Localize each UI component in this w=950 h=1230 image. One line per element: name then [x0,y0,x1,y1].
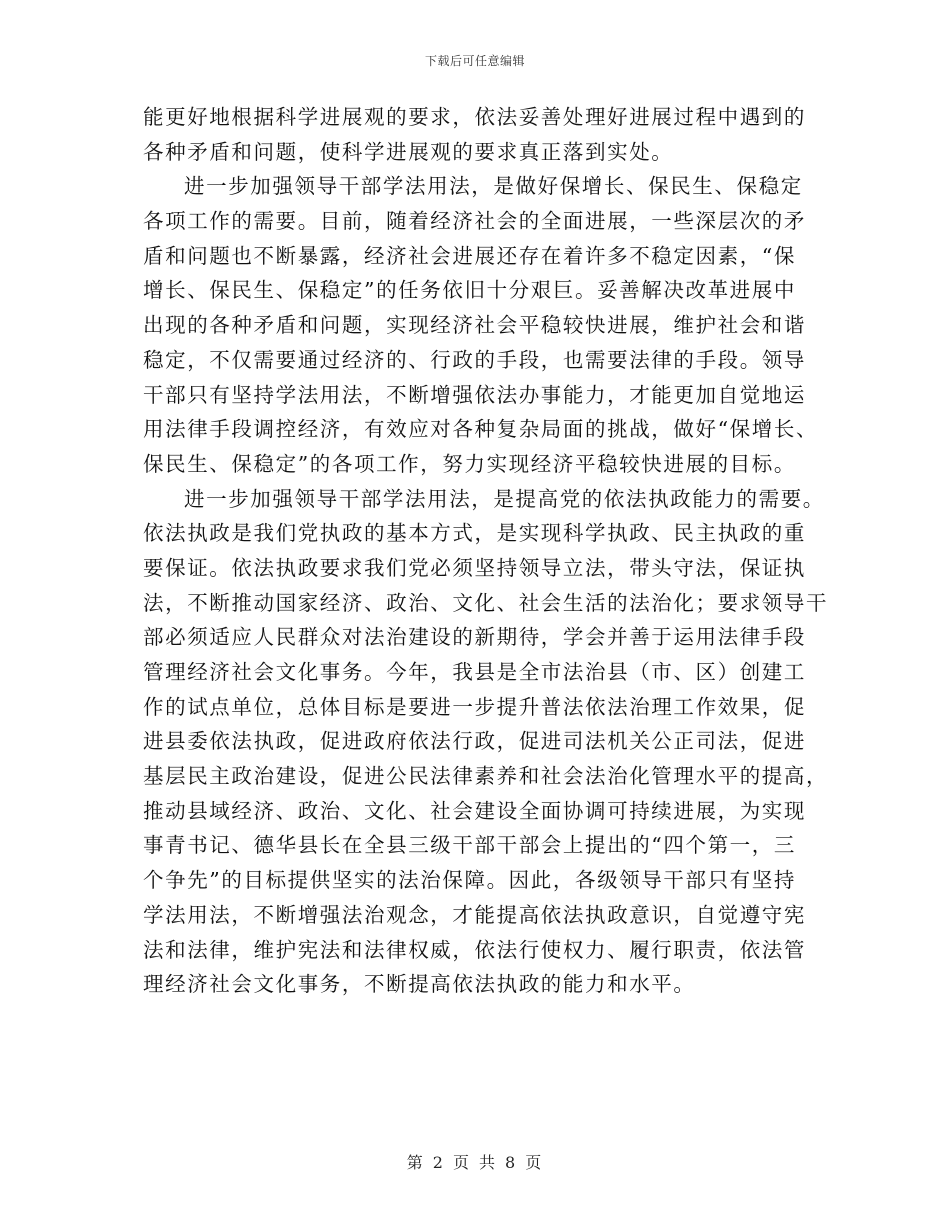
total-pages-number: 8 [505,1153,518,1172]
current-page-number: 2 [432,1153,445,1172]
text-line: 进县委依法执政，促进政府依法行政，促进司法机关公正司法，促进 [143,729,806,754]
page-footer [0,1150,950,1173]
text-line: 出现的各种矛盾和问题，实现经济社会平稳较快进展，维护社会和谐 [143,313,806,338]
text-line: 依法执政是我们党执政的基本方式，是实现科学执政、民主执政的重 [143,521,806,546]
page-header: 下载后可任意编辑 [424,54,525,68]
text-line: 要保证。依法执政要求我们党必须坚持领导立法，带头守法，保证执 [143,555,806,580]
document-body [143,100,829,1002]
text-line: 保民生、保稳定”的各项工作，努力实现经济平稳较快进展的目标。 [143,451,796,476]
text-line: 法，不断推动国家经济、政治、文化、社会生活的法治化；要求领导干 [143,590,829,615]
text-line: 事青书记、德华县长在全县三级干部干部会上提出的“四个第一，三 [143,833,796,858]
text-line: 管理经济社会文化事务。今年，我县是全市法治县（市、区）创建工 [143,660,806,684]
total-label: 共 [479,1153,498,1172]
text-line: 能更好地根据科学进展观的要求，依法妥善处理好进展过程中遇到的 [143,105,806,129]
page-label: 第 [406,1153,425,1172]
text-line: 用法律手段调控经济，有效应对各种复杂局面的挑战，做好“保增长、 [143,417,819,442]
text-line: 学法用法，不断增强法治观念，才能提高依法执政意识，自觉遵守宪 [143,902,806,927]
page-unit-label: 页 [452,1153,471,1172]
text-line: 个争先”的目标提供坚实的法治保障。因此，各级领导干部只有坚持 [143,868,796,893]
text-line: 基层民主政治建设，促进公民法律素养和社会法治化管理水平的提高， [143,764,829,789]
text-line: 盾和问题也不断暴露，经济社会进展还存在着许多不稳定因素，“保 [143,243,796,268]
text-line: 增长、保民生、保稳定”的任务依旧十分艰巨。妥善解决改革进展中 [143,278,796,303]
text-line: 各项工作的需要。目前，随着经济社会的全面进展，一些深层次的矛 [143,209,806,234]
text-line: 各种矛盾和问题，使科学进展观的要求真正落到实处。 [143,139,674,164]
paragraph-start-line: 进一步加强领导干部学法用法，是做好保增长、保民生、保稳定 [184,174,803,199]
text-line: 稳定，不仅需要通过经济的、行政的手段，也需要法律的手段。领导 [143,347,806,372]
text-line: 理经济社会文化事务，不断提高依法执政的能力和水平。 [143,972,696,997]
text-line: 干部只有坚持学法用法，不断增强依法办事能力，才能更加自觉地运 [143,382,806,407]
total-unit-label: 页 [525,1153,544,1172]
text-line: 推动县域经济、政治、文化、社会建设全面协调可持续进展，为实现 [143,798,806,823]
paragraph-start-line: 进一步加强领导干部学法用法，是提高党的依法执政能力的需要。 [184,486,825,511]
text-line: 法和法律，维护宪法和法律权威，依法行使权力、履行职责，依法管 [143,937,806,962]
text-line: 部必须适应人民群众对法治建设的新期待，学会并善于运用法律手段 [143,625,806,650]
text-line: 作的试点单位，总体目标是要进一步提升普法依法治理工作效果，促 [143,694,806,719]
